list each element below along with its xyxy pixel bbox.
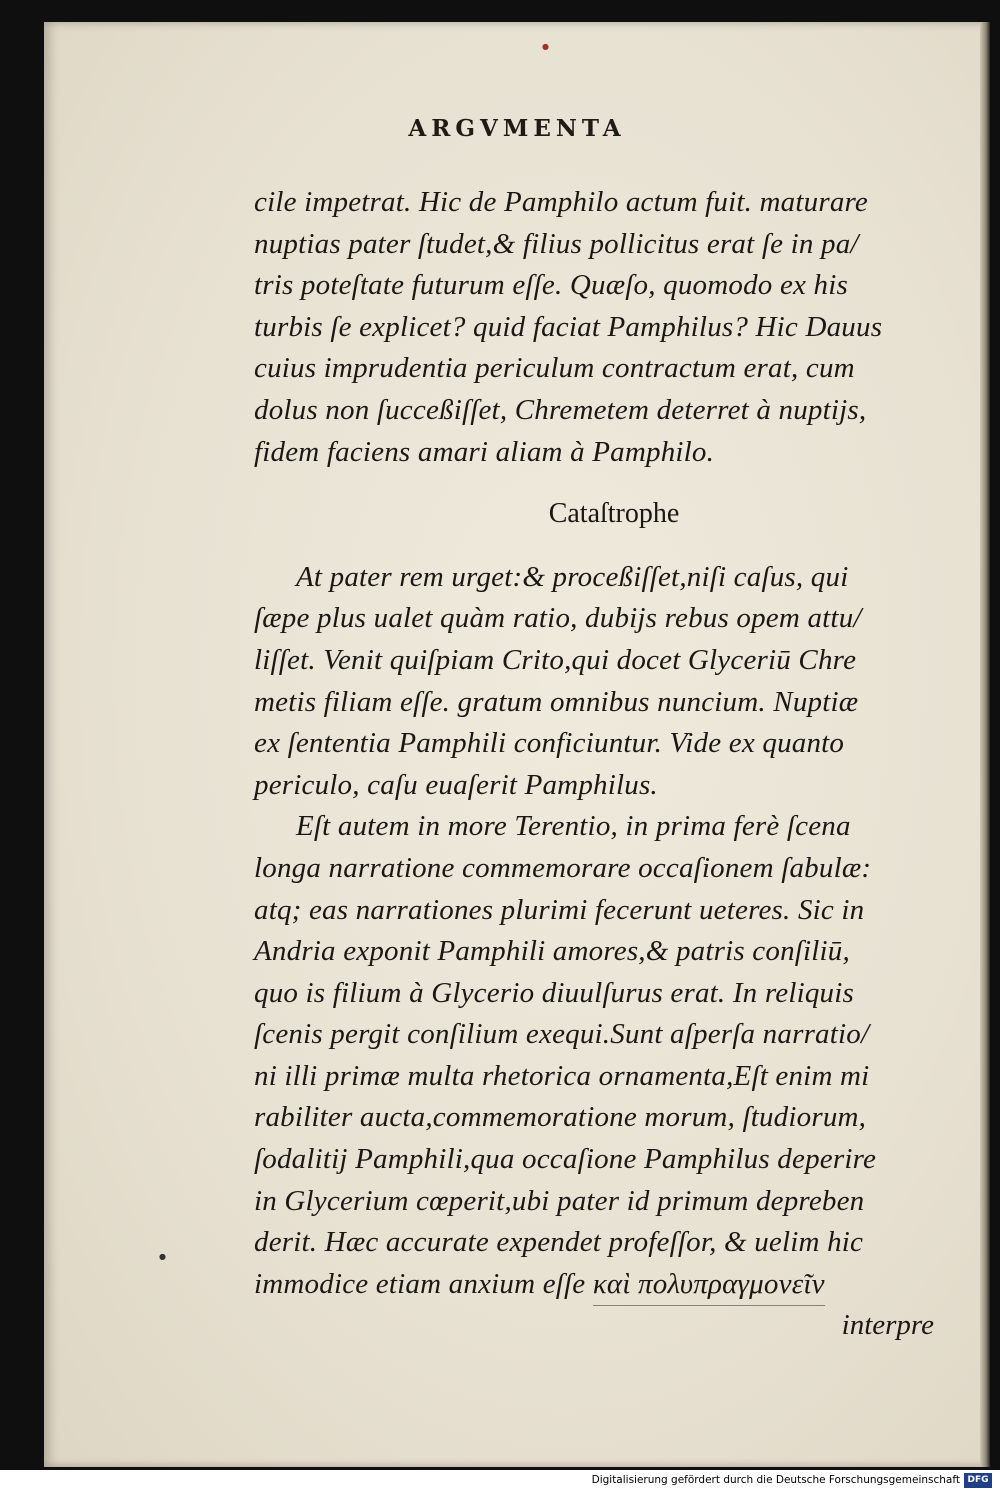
dfg-logo-icon: DFG (964, 1473, 992, 1488)
text-line: Andria exponit Pamphili amores,& patris conſiliū, (254, 935, 850, 968)
text-line: At pater rem urget:& proceßiſſet,niſi caſus, qui (296, 560, 849, 593)
text-line: nuptias pater ſtudet,& filius pollicitus erat ſe in pa/ (254, 227, 859, 260)
text-line: derit. Hæc accurate expendet profeſſor, & uelim hic (254, 1226, 864, 1259)
funding-text: Digitalisierung gefördert durch die Deutsche Forschungsgemeinschaft (591, 1474, 960, 1486)
text-line: Eſt autem in more Terentio, in prima ferè ſcena (296, 810, 851, 843)
text-line: tris poteſtate futurum eſſe. Quæſo, quomodo ex his (254, 269, 848, 302)
greek-text: καὶ πολυπραγμονεῖν (593, 1264, 825, 1307)
text-line: cuius imprudentia periculum contractum erat, cum (254, 352, 855, 385)
ink-spot: ● (159, 1252, 166, 1261)
text-line: periculo, caſu euaſerit Pamphilus. (254, 768, 658, 801)
text-line: cile impetrat. Hic de Pamphilo actum fuit. maturare (254, 186, 869, 218)
text-line: atq; eas narrationes plurimi fecerunt ueteres. Sic in (254, 893, 865, 926)
text-line: ex ſententia Pamphili conficiuntur. Vide ex quanto (254, 727, 845, 760)
latin-text: immodice etiam anxium eſſe (254, 1267, 586, 1300)
text-line: quo is filium à Glycerio diuulſurus erat. In reliquis (254, 976, 854, 1009)
text-line: ſæpe plus ualet quàm ratio, dubijs rebus opem attu/ (254, 602, 862, 635)
text-line: ſodalitij Pamphili,qua occaſione Pamphilus deperire (254, 1143, 877, 1176)
funding-footer (0, 1470, 1000, 1492)
text-line: ſcenis pergit conſilium exequi.Sunt aſperſa narratio/ (254, 1018, 870, 1051)
running-head: ARGVMENTA (408, 115, 626, 142)
body-text (254, 182, 934, 1347)
page-edge (980, 22, 990, 1467)
text-line: in Glycerium cœperit,ubi pater id primum depreben (254, 1184, 865, 1217)
text-line: liſſet. Venit quiſpiam Crito,qui docet Glyceriū Chre (254, 643, 857, 676)
catchword: interpre (841, 1309, 934, 1342)
text-line-last (254, 1264, 934, 1306)
text-line: longa narratione commemorare occaſionem ſabulæ: (254, 851, 872, 884)
text-line: turbis ſe explicet? quid faciat Pamphilus? Hic Dauus (254, 310, 883, 343)
text-line: ni illi primæ multa rhetorica ornamenta,Eſt enim mi (254, 1059, 870, 1092)
text-line: metis filiam eſſe. gratum omnibus nuncium. Nuptiæ (254, 685, 859, 718)
section-title: Cataſtrophe (548, 498, 680, 530)
book-page (44, 22, 990, 1467)
text-line: dolus non ſucceßiſſet, Chremetem deterret à nuptijs, (254, 393, 867, 426)
text-line: fidem faciens amari aliam à Pamphilo. (254, 435, 715, 468)
text-line: rabiliter aucta,commemoratione morum, ſtudiorum, (254, 1101, 867, 1134)
ink-spot: ● (542, 42, 549, 51)
